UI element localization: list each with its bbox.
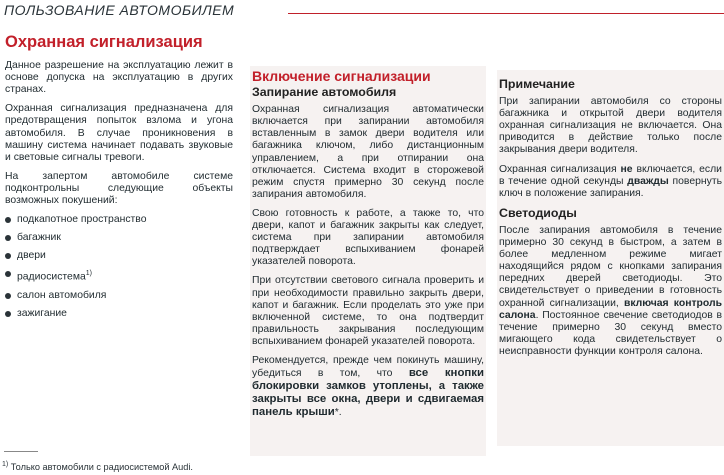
footnote-ref: 1) xyxy=(85,270,92,278)
bullet-icon xyxy=(5,217,11,223)
bullet-icon xyxy=(5,311,11,317)
led-title: Светодиоды xyxy=(499,205,577,220)
paragraph: Охранная сигнализация предназначена для предотвращения попыток взлома и угона автомобиля. В случае проникновения в машину система начинает подавать звуковые и световые сигналы тревоги. xyxy=(5,103,233,163)
list-item: подкапотное пространство xyxy=(5,214,233,226)
paragraph: Данное разрешение на эксплуатацию лежит в основе допуска на эксплуатацию в других странах. xyxy=(5,60,233,96)
paragraph: Охранная сигнализация не включается, если в течение одной секунды дважды повернуть ключ в положение запирания. xyxy=(499,163,723,199)
list-item: зажигание xyxy=(5,308,233,320)
list-item: багажник xyxy=(5,232,233,244)
alarm-title: Охранная сигнализация xyxy=(5,33,203,51)
footnote-divider xyxy=(4,451,38,452)
list-item: радиосистема$^{1)}$ xyxy=(5,268,233,284)
page-header xyxy=(0,0,724,22)
bullet-icon xyxy=(5,293,11,299)
bullet-icon xyxy=(5,253,11,259)
paragraph: При отсутствии светового сигнала проверить и при необходимости правильно закрыть двери, капот и багажник. Если проделать это уже при включенной системе, то она подтвердит правильность закрывания последующим вспыхиванием фонарей указателей поворота. xyxy=(252,275,484,347)
bullet-icon xyxy=(5,235,11,241)
paragraph: После запирания автомобиля в течение примерно 30 секунд в быстром, а затем в более медленном режиме мигает находящийся рядом с кнопками запирания передних дверей светодиоды. Это свидетельствует о приведении в готовность охранной сигнализации, включая контроль салона. Постоянное свечение светодиодов в течение примерно 30 секунд вместо мигающего кода свидетельствует о неисправности функции контроля салона. xyxy=(499,224,722,357)
paragraph: Свою готовность к работе, а также то, что двери, капот и багажник закрыты как следует, система при запирании автомобиля подтверждает вспыхиванием фонарей указателей поворота. xyxy=(252,207,484,268)
section-title: ПОЛЬЗОВАНИЕ АВТОМОБИЛЕМ xyxy=(4,2,235,18)
paragraph: Охранная сигнализация автоматически включается при запирании автомобиля вставленным в замок двери водителя или багажника ключом, либо дистанционным управлением, а при отпирании она отключается. Система входит в сторожевой режим спустя примерно 30 секунд после запирания автомобиля. xyxy=(252,104,484,200)
footnote: $^{1)}$ Только автомобили с радиосистемой Audi. xyxy=(2,461,193,473)
column-notes xyxy=(497,70,724,446)
paragraph: При запирании автомобиля со стороны багажника и открытой двери водителя охранная сигнализация не включается. Она приводится в действие только после закрывания двери водителя. xyxy=(499,96,722,156)
paragraph: Рекомендуется, прежде чем покинуть машину, убедиться в том, что все кнопки блокировки замков утоплены, а также закрыты все окна, двери и сдвигаемая панель крыши*. xyxy=(252,354,484,419)
activation-title: Включение сигнализации xyxy=(252,68,431,84)
header-divider xyxy=(288,13,724,14)
bullet-icon xyxy=(5,271,11,277)
protected-objects-list xyxy=(5,214,233,320)
locking-subtitle: Запирание автомобиля xyxy=(252,85,397,100)
paragraph: На запертом автомобиле системе подконтрольны следующие объекты возможных покушений: xyxy=(5,170,233,207)
column-alarm-intro xyxy=(5,33,233,326)
note-title: Примечание xyxy=(499,77,575,91)
column-activation xyxy=(250,66,486,456)
list-item: двери xyxy=(5,250,233,262)
list-item: салон автомобиля xyxy=(5,290,233,302)
